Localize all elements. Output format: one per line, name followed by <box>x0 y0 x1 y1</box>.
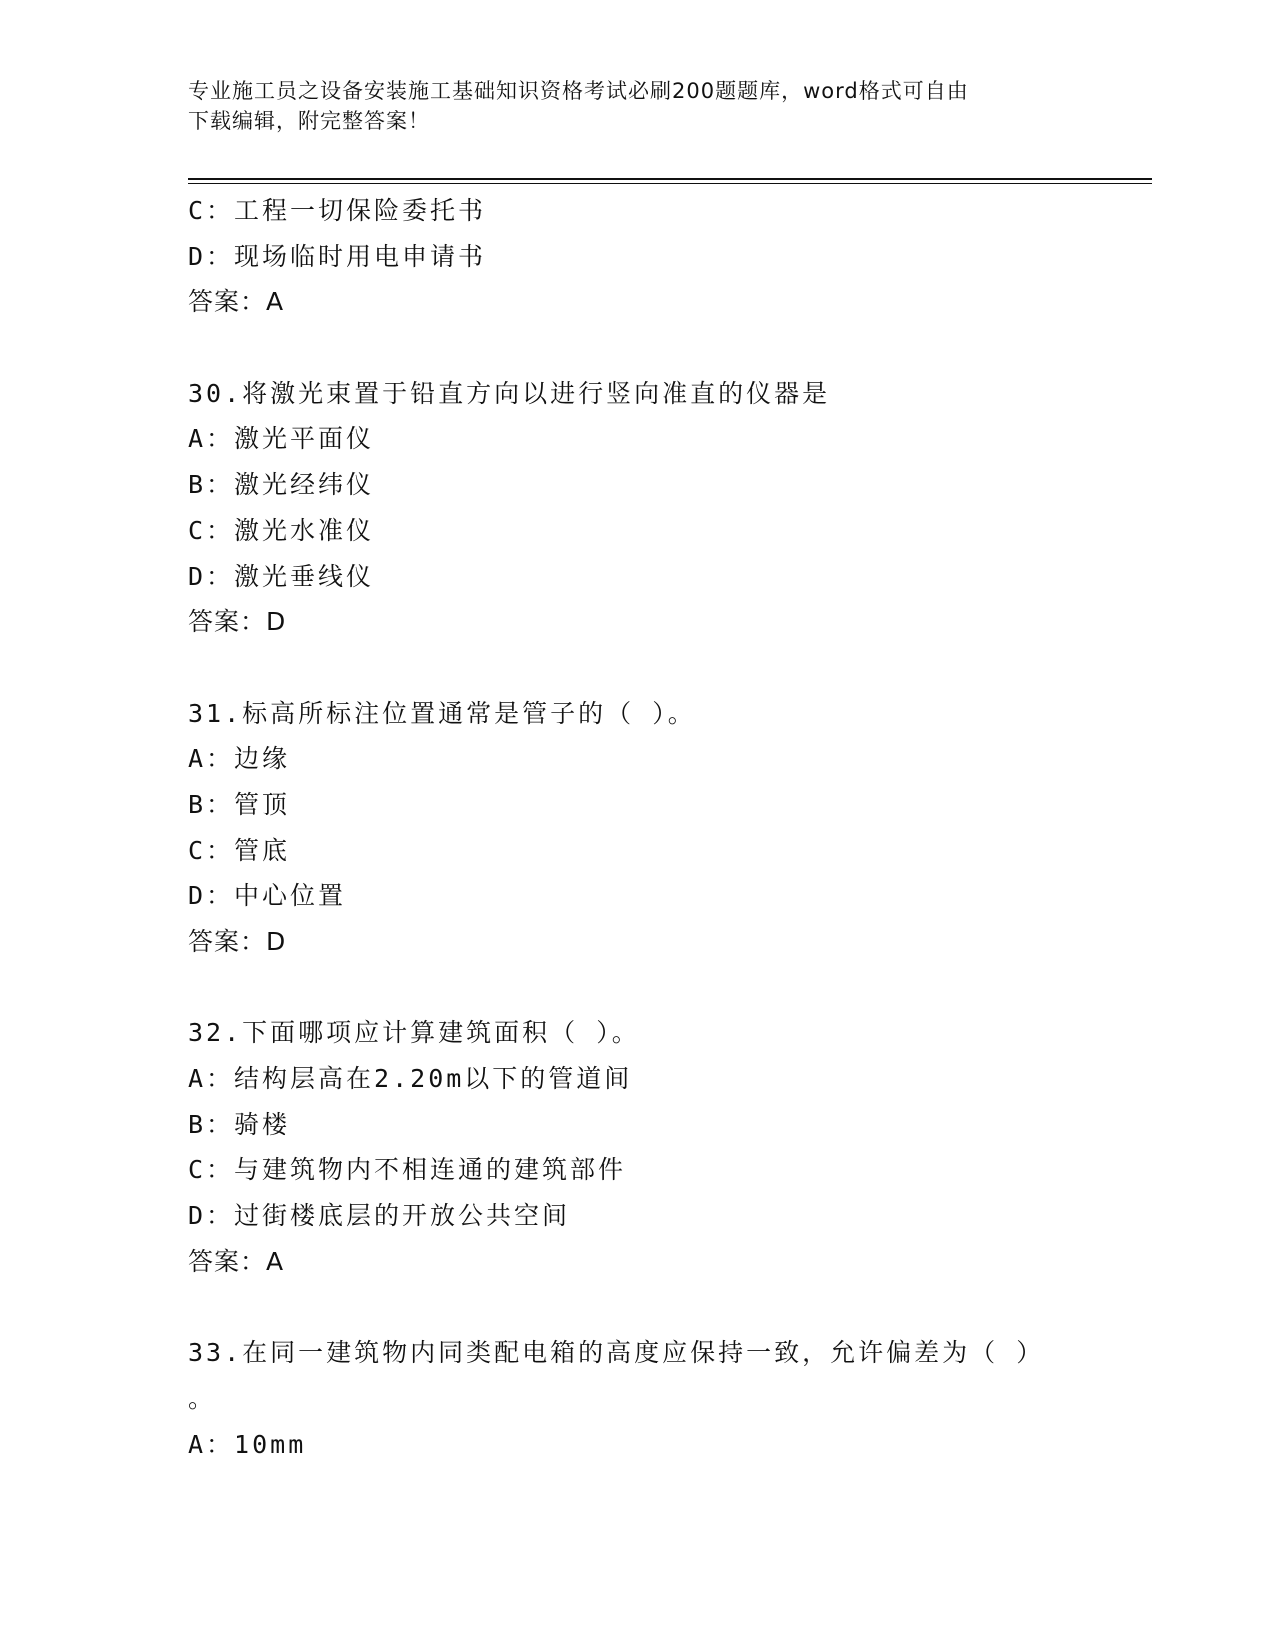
option-c: C：工程一切保险委托书 <box>188 196 487 225</box>
answer-line: 答案：D <box>188 607 287 637</box>
question-stem: 32.下面哪项应计算建筑面积（ ）。 <box>188 1018 640 1048</box>
question-stem: 33.在同一建筑物内同类配电箱的高度应保持一致，允许偏差为（ ） <box>188 1338 1045 1368</box>
question-32 <box>188 1010 1088 1284</box>
spacer <box>188 325 1088 371</box>
question-33 <box>188 1330 1088 1467</box>
question-stem: 30.将激光束置于铅直方向以进行竖向准直的仪器是 <box>188 378 831 408</box>
header-line-2: 下载编辑，附完整答案！ <box>188 109 430 133</box>
option-a: A：结构层高在2.20m以下的管道间 <box>188 1064 633 1094</box>
answer-line: 答案：A <box>188 1246 285 1276</box>
question-31 <box>188 691 1088 965</box>
header-divider-thin <box>188 183 1152 184</box>
option-d: D：过街楼底层的开放公共空间 <box>188 1201 571 1231</box>
question-stem: 31.标高所标注位置通常是管子的（ ）。 <box>188 698 696 728</box>
option-c: C：与建筑物内不相连通的建筑部件 <box>188 1155 627 1185</box>
answer-line: 答案：D <box>188 927 287 956</box>
document-body <box>188 188 1088 1467</box>
option-d: D：现场临时用电申请书 <box>188 241 487 271</box>
option-b: B：激光经纬仪 <box>188 470 375 500</box>
header-line-1: 专业施工员之设备安装施工基础知识资格考试必刷200题题库，word格式可自由 <box>188 79 969 103</box>
option-a: A：边缘 <box>188 744 291 774</box>
option-c: C：激光水准仪 <box>188 515 375 545</box>
question-29-tail <box>188 188 1088 325</box>
option-b: B：管顶 <box>188 789 291 819</box>
option-d: D：中心位置 <box>188 881 347 911</box>
question-stem-continuation: 。 <box>188 1383 217 1413</box>
option-b: B：骑楼 <box>188 1109 291 1139</box>
document-header <box>188 76 1068 136</box>
question-30 <box>188 371 1088 645</box>
option-a: A：激光平面仪 <box>188 424 375 454</box>
option-c: C：管底 <box>188 835 291 865</box>
spacer <box>188 965 1088 1011</box>
option-a: A：10mm <box>188 1429 307 1459</box>
option-d: D：激光垂线仪 <box>188 561 375 591</box>
answer-line: 答案：A <box>188 287 285 317</box>
spacer <box>188 645 1088 691</box>
header-divider-thick <box>188 178 1152 180</box>
spacer <box>188 1285 1088 1331</box>
